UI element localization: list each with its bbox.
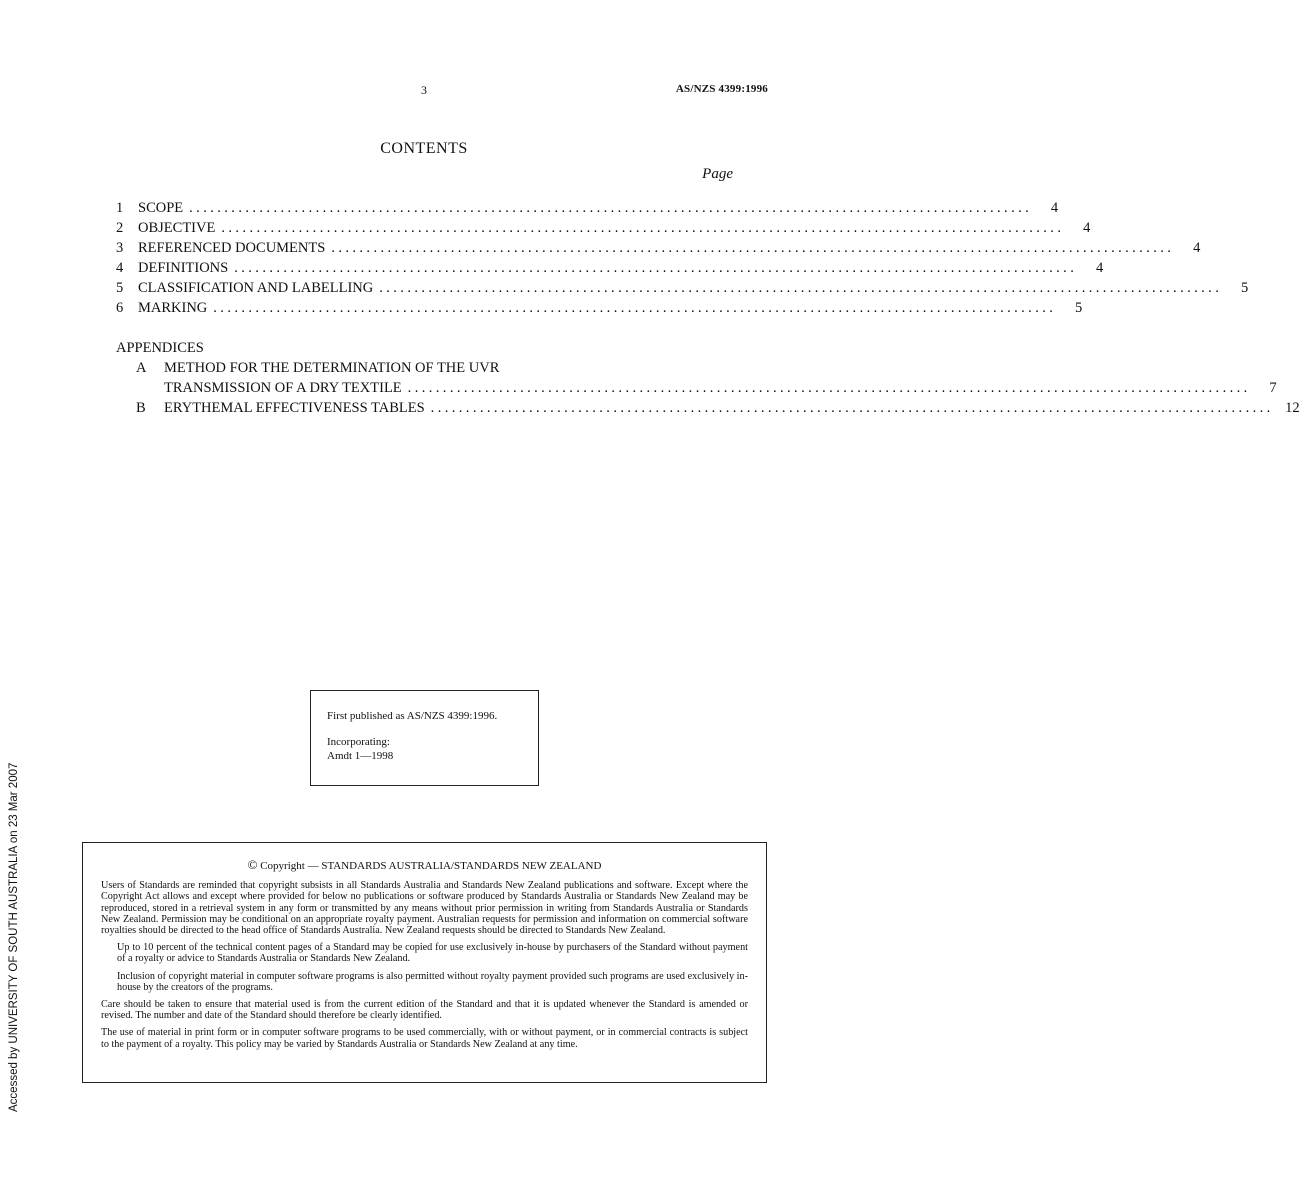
- toc-item-page: 5: [1075, 300, 1083, 316]
- toc-item-scope[interactable]: [116, 198, 1059, 218]
- toc-item-number: 6: [116, 300, 124, 316]
- toc-leader-dots: ........................................................................................................................: [234, 260, 1078, 276]
- appendix-a-line2[interactable]: [136, 378, 1277, 398]
- toc-item-number: 3: [116, 240, 124, 256]
- contents-title: CONTENTS: [380, 140, 468, 157]
- toc-item-number: 4: [116, 260, 124, 276]
- toc-item-definitions[interactable]: [116, 258, 1104, 278]
- toc-leader-dots: ........................................................................................................................: [379, 280, 1223, 296]
- appendix-title: METHOD FOR THE DETERMINATION OF THE UVR: [164, 360, 500, 376]
- incorporating-label: Incorporating:: [327, 736, 390, 748]
- appendix-letter: A: [136, 360, 147, 376]
- toc-item-classification-and-labelling[interactable]: [116, 278, 1249, 298]
- copyright-paragraph: Up to 10 percent of the technical content pages of a Standard may be copied for use exclusively in-house by purchasers of the Standard without payment of a royalty or advice to Standards Australia or Standards New Zealand.: [117, 942, 748, 965]
- toc-item-number: 1: [116, 200, 124, 216]
- toc-item-page: 5: [1240, 280, 1249, 296]
- toc-item-page: 4: [1193, 240, 1201, 256]
- toc-item-number: 2: [116, 220, 124, 236]
- toc-item-page: 4: [1083, 220, 1091, 236]
- appendix-title-continued: TRANSMISSION OF A DRY TEXTILE: [164, 380, 402, 396]
- toc-item-page: 4: [1095, 260, 1104, 276]
- toc-item-title: MARKING: [138, 300, 208, 316]
- toc-item-page: 4: [1050, 200, 1059, 216]
- amendment-text: Amdt 1—1998: [327, 750, 394, 762]
- toc-item-title: SCOPE: [138, 200, 184, 216]
- toc-item-title: REFERENCED DOCUMENTS: [138, 240, 326, 256]
- toc-leader-dots: ........................................................................................................................: [221, 220, 1065, 236]
- toc-item-title: DEFINITIONS: [138, 260, 229, 276]
- copyright-paragraph: The use of material in print form or in computer software programs to be used commercially, with or without payment, or in commercial contracts is subject to the payment of a royalty. This policy may be varied by Standards Australia or Standards New Zealand at any time.: [101, 1027, 748, 1050]
- toc-item-marking[interactable]: [116, 298, 1083, 318]
- appendix-list: [136, 358, 1300, 418]
- toc-item-objective[interactable]: [116, 218, 1091, 238]
- toc-leader-dots: ........................................................................................................................: [430, 400, 1274, 416]
- copyright-paragraph: Care should be taken to ensure that material used is from the current edition of the Standard and that it is updated whenever the Standard is amended or revised. The number and date of the Standard should therefore be clearly identified.: [101, 999, 748, 1022]
- appendix-b[interactable]: [136, 398, 1300, 418]
- copyright-heading-text: Copyright — STANDARDS AUSTRALIA/STANDARDS NEW ZEALAND: [260, 860, 602, 872]
- table-of-contents: [116, 198, 1249, 318]
- appendix-page: 7: [1269, 380, 1277, 396]
- toc-item-title: OBJECTIVE: [138, 220, 216, 236]
- toc-leader-dots: ........................................................................................................................: [331, 240, 1175, 256]
- appendix-title: ERYTHEMAL EFFECTIVENESS TABLES: [164, 400, 425, 416]
- first-published-text: First published as AS/NZS 4399:1996.: [327, 710, 498, 722]
- toc-leader-dots: ........................................................................................................................: [213, 300, 1057, 316]
- copyright-notice-box: [82, 842, 767, 1083]
- copyright-symbol-icon: ©: [247, 857, 258, 872]
- appendix-a-line1[interactable]: [136, 358, 734, 378]
- page-column-label: Page: [702, 166, 733, 182]
- appendices-heading: APPENDICES: [116, 340, 204, 356]
- toc-item-referenced-documents[interactable]: [116, 238, 1201, 258]
- document-code: AS/NZS 4399:1996: [675, 83, 768, 95]
- copyright-paragraph: Users of Standards are reminded that copyright subsists in all Standards Australia and Standards New Zealand publications and software. Except where the Copyright Act allows and except where provided for below no publications or software produced by Standards Australia or Standards New Zealand may be reproduced, stored in a retrieval system in any form or transmitted by any means without prior permission in writing from Standards Australia or Standards New Zealand. Permission may be conditional on an appropriate royalty payment. Australian requests for permission and information on commercial software royalties should be directed to the head office of Standards Australia. New Zealand requests should be directed to Standards New Zealand.: [101, 880, 748, 937]
- copyright-paragraph: Inclusion of copyright material in computer software programs is also permitted without royalty payment provided such programs are used exclusively in-house by the creators of the programs.: [117, 970, 748, 993]
- copyright-heading: [101, 859, 748, 872]
- toc-item-title: CLASSIFICATION AND LABELLING: [138, 280, 374, 296]
- appendix-letter: B: [136, 400, 146, 416]
- toc-leader-dots: ........................................................................................................................: [189, 200, 1033, 216]
- toc-leader-dots: ........................................................................................................................: [407, 380, 1251, 396]
- publication-info-box: [310, 690, 539, 786]
- page-number: 3: [421, 83, 427, 97]
- access-watermark: Accessed by UNIVERSITY OF SOUTH AUSTRALIA on 23 Mar 2007: [8, 762, 20, 1112]
- toc-item-number: 5: [116, 280, 124, 296]
- appendix-page: 12: [1285, 400, 1300, 416]
